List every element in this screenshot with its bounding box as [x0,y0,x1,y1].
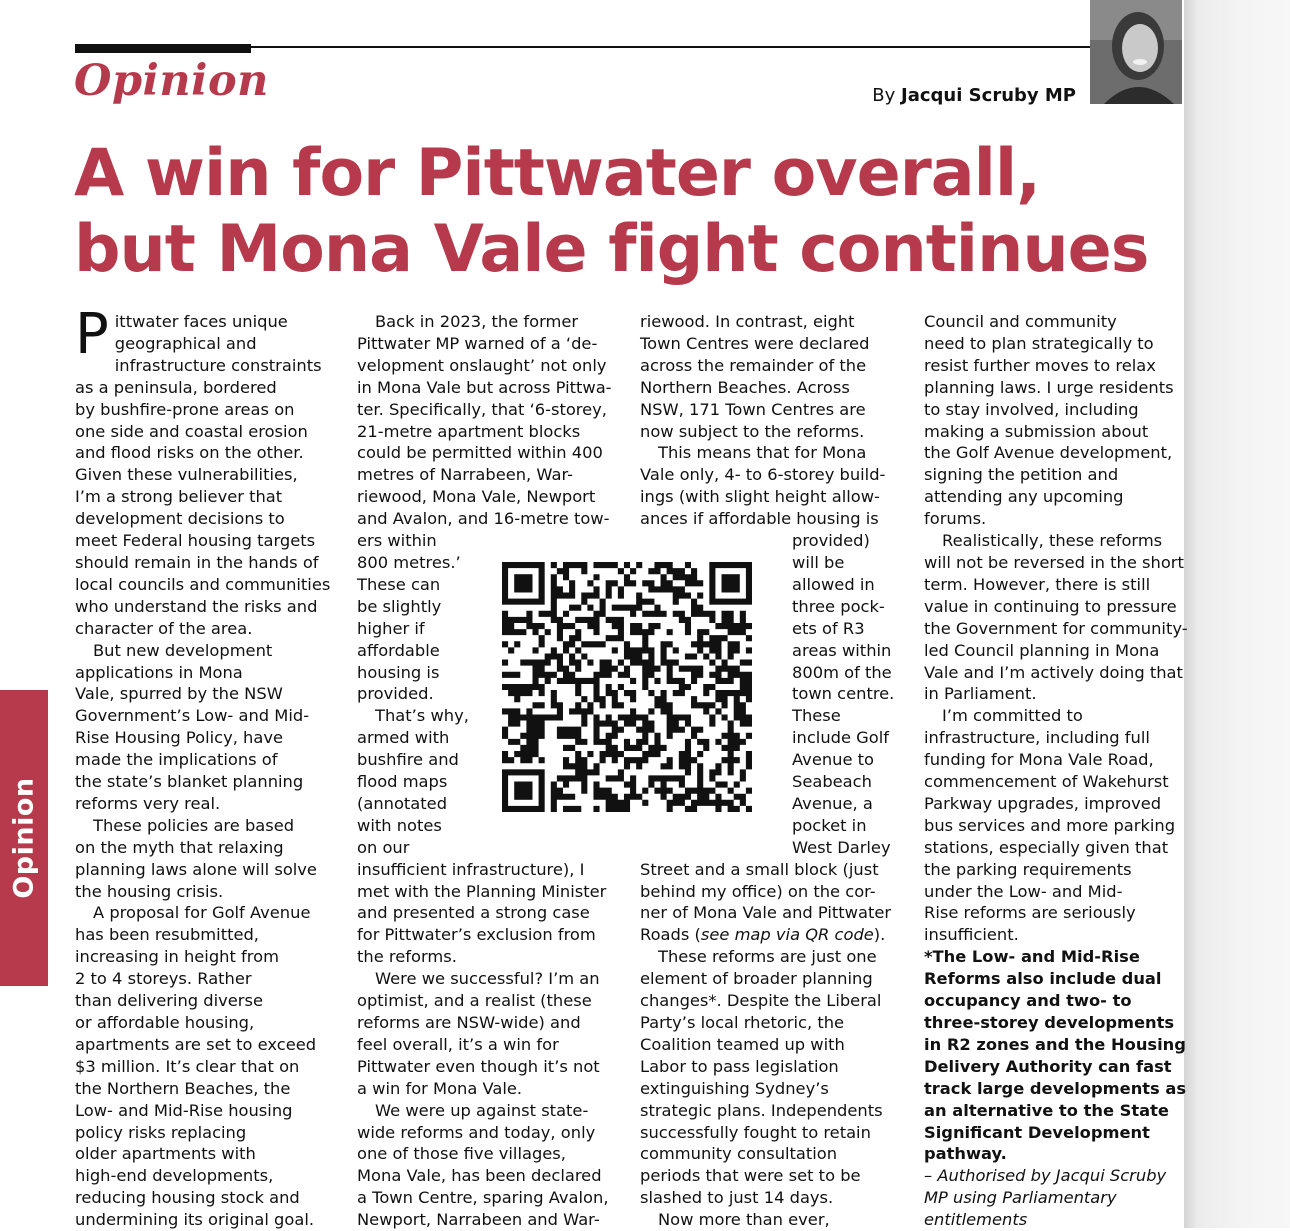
text-line: These can [357,574,441,594]
text-line: Rise Housing Policy, have [75,728,283,748]
text-line: on our [357,837,410,857]
text-line: the Golf Avenue development, [924,443,1173,463]
byline [872,85,1076,106]
text-line: 21-metre apartment blocks [357,421,581,441]
headline-line-2: but Mona Vale fight continues [74,212,1149,287]
text-line: Vale only, 4- to 6-storey build- [640,465,886,485]
text-line: ers within [357,531,437,551]
article-column-1 [75,302,335,1231]
side-tab-label: Opinion [8,777,40,899]
text-line: policy risks replacing [75,1122,247,1142]
text-line: housing is [357,662,440,682]
text-line: Vale, spurred by the NSW [75,684,283,704]
text-line: the parking requirements [924,859,1132,879]
text-line: 800m of the [792,662,892,682]
text-line: town centre. [792,684,895,704]
text-line: periods that were set to be [640,1166,861,1186]
text-line: commencement of Wakehurst [924,772,1169,792]
text-line: element of broader planning [640,969,873,989]
text-line: local councils and communities [75,574,331,594]
qr-finder-bottom-left [505,772,542,809]
text-line: the reforms. [357,947,457,967]
text-line: Back in 2023, the former [375,312,579,331]
text-line: Pittwater MP warned of a ‘de- [357,333,598,353]
footnote-line: occupancy and two- to [924,991,1132,1011]
text-line: West Darley [792,837,891,857]
qr-code-graphic [496,556,758,818]
text-line: These policies are based [93,815,295,835]
text-line: successfully fought to retain [640,1122,871,1142]
text-line: one side and coastal erosion [75,421,308,441]
text-line: now subject to the reforms. [640,421,865,441]
text-line: We were up against state- [375,1100,589,1120]
text-line: riewood, Mona Vale, Newport [357,487,596,507]
qr-finder-top-left [505,565,542,602]
qr-code[interactable] [496,556,758,818]
text-line: Rise reforms are seriously [924,903,1136,923]
text-line: metres of Narrabeen, War- [357,465,573,485]
text-line: areas within [792,640,892,660]
text-line: These [792,706,841,726]
text-line: velopment onslaught’ not only [357,355,607,375]
text-line: ances if affordable housing is [640,509,879,529]
text-line: These reforms are just one [658,947,877,967]
text-line: Newport, Narrabeen and War- [357,1210,600,1230]
text-line: undermining its original goal. [75,1210,315,1230]
text-line: feel overall, it’s a win for [357,1034,559,1054]
text-segment: Roads ( [640,925,701,945]
headline [74,136,1224,288]
footnote-line: *The Low- and Mid-Rise [924,947,1140,967]
text-line: applications in Mona [75,662,243,682]
drop-cap: P [75,302,109,367]
author-photo [1090,0,1182,104]
text-line: $3 million. It’s clear that on [75,1056,300,1076]
text-line: armed with [357,728,450,748]
text-line: provided. [357,684,434,704]
text-line: This means that for Mona [658,443,867,463]
text-line: geographical and [114,333,257,353]
text-line: A proposal for Golf Avenue [93,903,311,923]
text-line: be slightly [357,596,442,616]
footnote-line: Reforms also include dual [924,969,1162,989]
text-line: Town Centres were declared [640,333,870,353]
text-line: ter. Specifically, that ‘6-storey, [357,399,607,419]
text-line: include Golf [792,728,889,748]
text-line: the housing crisis. [75,881,224,901]
authorisation-line: entitlements [924,1210,1028,1230]
text-line: as a peninsula, bordered [75,377,277,397]
text-line: and presented a strong case [357,903,590,923]
text-line: Coalition teamed up with [640,1034,845,1054]
text-line: Were we successful? I’m an [375,969,600,989]
text-line: signing the petition and [924,465,1119,485]
text-line: and Avalon, and 16-metre tow- [357,509,610,529]
text-line: reforms very real. [75,793,221,813]
text-line: Now more than ever, [658,1210,830,1230]
text-line: Parkway upgrades, improved [924,793,1162,813]
text-line: the Northern Beaches, the [75,1078,291,1098]
text-line: has been resubmitted, [75,925,259,945]
text-line: insufficient infrastructure), I [357,859,585,879]
section-label: Opinion [74,56,269,106]
text-line: slashed to just 14 days. [640,1188,834,1208]
text-line: led Council planning in Mona [924,640,1160,660]
header-rule-accent [75,44,251,53]
text-line: That’s why, [375,706,469,726]
footnote-line: Significant Development [924,1122,1150,1142]
text-line: under the Low- and Mid- [924,881,1123,901]
text-line: in Parliament. [924,684,1037,704]
text-line: ittwater faces unique [114,312,288,331]
text-line: forums. [924,509,987,529]
footnote-line: in R2 zones and the Housing [924,1034,1186,1054]
text-line: Vale and I’m actively doing that [924,662,1183,682]
text-line: extinguishing Sydney’s [640,1078,829,1098]
qr-finder-top-right [712,565,749,602]
text-line: affordable [357,640,440,660]
footnote-line: Delivery Authority can fast [924,1056,1172,1076]
text-line: a Town Centre, sparing Avalon, [357,1188,609,1208]
text-line: bushfire and [357,750,459,770]
text-line: reforms are NSW-wide) and [357,1013,581,1032]
footnote-line: an alternative to the State [924,1100,1169,1120]
text-line: planning laws. I urge residents [924,377,1174,397]
text-line: optimist, and a realist (these [357,991,592,1011]
text-line: Northern Beaches. Across [640,377,850,397]
text-line: 800 metres.’ [357,552,461,572]
text-line: need to plan strategically to [924,333,1154,353]
authorisation-line: MP using Parliamentary [924,1188,1117,1208]
byline-author: Jacqui Scruby MP [901,85,1076,106]
text-line: and flood risks on the other. [75,443,304,463]
text-line: Council and community [924,312,1117,331]
text-line: or affordable housing, [75,1013,255,1032]
text-line: attending any upcoming [924,487,1124,507]
text-line: planning laws alone will solve [75,859,317,879]
text-line: increasing in height from [75,947,279,967]
qr-reference-text: see map via QR code [700,925,874,945]
text-line: three pock- [792,596,885,616]
text-line: meet Federal housing targets [75,531,316,551]
text-line: older apartments with [75,1144,256,1164]
footnote-line: track large developments as [924,1078,1187,1098]
text-line: to stay involved, including [924,399,1139,419]
text-line: higher if [357,618,425,638]
text-line: Seabeach [792,772,872,792]
text-line: apartments are set to exceed [75,1034,317,1054]
text-line: the state’s blanket planning [75,772,304,792]
byline-prefix: By [872,85,896,106]
text-line: than delivering diverse [75,991,263,1011]
text-line: Low- and Mid-Rise housing [75,1100,293,1120]
text-line: changes*. Despite the Liberal [640,991,882,1011]
text-line: Realistically, these reforms [942,531,1163,551]
footnote-line: pathway. [924,1144,1007,1164]
text-line: reducing housing stock and [75,1188,300,1208]
text-line: (annotated [357,793,448,813]
text-line-with-qr-reference [640,924,902,946]
text-line: one of those five villages, [357,1144,566,1164]
text-line: pocket in [792,815,867,835]
text-line: made the implications of [75,750,278,770]
text-line: Given these vulnerabilities, [75,465,298,485]
text-line: infrastructure constraints [114,355,322,375]
text-line: wide reforms and today, only [357,1122,596,1142]
text-line: resist further moves to relax [924,355,1156,375]
text-line: should remain in the hands of [75,552,319,572]
text-line: the Government for community- [924,618,1188,638]
text-line: in Mona Vale but across Pittwa- [357,377,612,397]
text-line: Pittwater even though it’s not [357,1056,600,1076]
authorisation-line: – Authorised by Jacqui Scruby [924,1166,1167,1186]
text-line: Avenue to [792,750,875,770]
text-segment: ). [873,925,886,945]
text-line: Party’s local rhetoric, the [640,1013,845,1032]
text-line: ets of R3 [792,618,865,638]
text-line: stations, especially given that [924,837,1169,857]
text-line: across the remainder of the [640,355,867,375]
text-line: Street and a small block (just [640,859,879,879]
section-side-tab [0,690,48,986]
text-line: community consultation [640,1144,838,1164]
text-line: ner of Mona Vale and Pittwater [640,903,892,923]
text-line: NSW, 171 Town Centres are [640,399,866,419]
text-line: infrastructure, including full [924,728,1150,748]
text-line: could be permitted within 400 [357,443,603,463]
text-line: flood maps [357,772,448,792]
text-line: allowed in [792,574,875,594]
text-line: I’m a strong believer that [75,487,283,507]
text-line: insufficient. [924,925,1019,945]
text-line: making a submission about [924,421,1149,441]
text-line: strategic plans. Independents [640,1100,883,1120]
text-line: Government’s Low- and Mid- [75,706,310,726]
text-line: provided) [792,531,870,551]
text-line: will be [792,552,845,572]
text-line: will not be reversed in the short [924,552,1184,572]
text-line: value in continuing to pressure [924,596,1177,616]
text-line: Labor to pass legislation [640,1056,839,1076]
article-column-4 [924,311,1186,1231]
text-line: Mona Vale, has been declared [357,1166,602,1186]
text-line: 2 to 4 storeys. Rather [75,969,252,989]
text-line: high-end developments, [75,1166,274,1186]
text-line: development decisions to [75,509,285,529]
text-line: who understand the risks and [75,596,318,616]
text-line: Avenue, a [792,793,873,813]
text-line: But new development [93,640,273,660]
text-line: ings (with slight height allow- [640,487,880,507]
text-line: riewood. In contrast, eight [640,312,855,331]
text-line: behind my office) on the cor- [640,881,876,901]
text-line: funding for Mona Vale Road, [924,750,1154,770]
text-line: term. However, there is still [924,574,1151,594]
footnote-line: three-storey developments [924,1013,1175,1032]
text-line: a win for Mona Vale. [357,1078,523,1098]
text-line: for Pittwater’s exclusion from [357,925,596,945]
text-line: bus services and more parking [924,815,1176,835]
text-line: with notes [357,815,442,835]
text-line: I’m committed to [942,706,1083,726]
headline-line-1: A win for Pittwater overall, [74,136,1040,211]
text-line: met with the Planning Minister [357,881,607,901]
text-line: character of the area. [75,618,253,638]
text-line: on the myth that relaxing [75,837,284,857]
text-line: by bushfire-prone areas on [75,399,295,419]
